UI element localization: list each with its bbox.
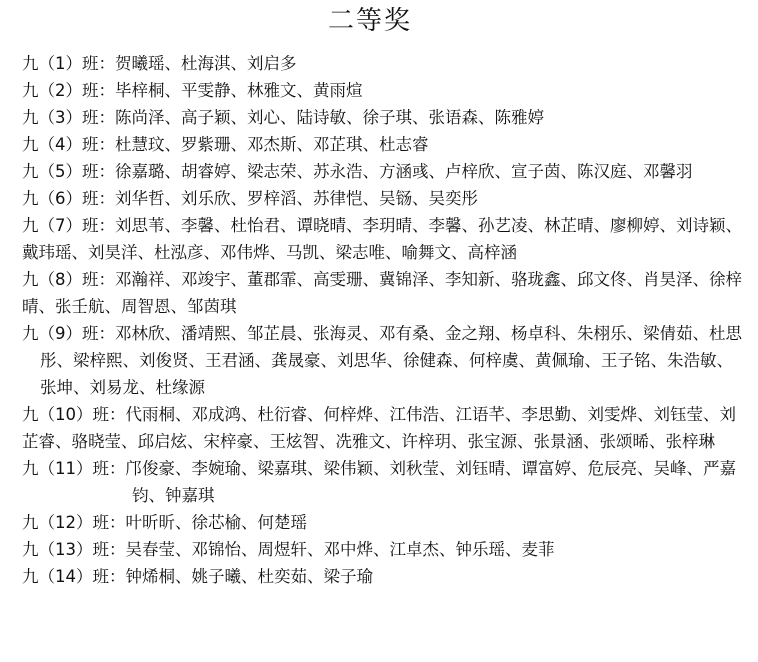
student-names: 毕梓桐、平雯静、林雅文、黄雨煊 xyxy=(115,81,363,100)
class-label: 九（11）班： xyxy=(22,459,126,478)
class-entry-9 xyxy=(22,320,746,401)
class-label: 九（9）班： xyxy=(22,324,115,343)
class-entry-10 xyxy=(22,401,746,455)
class-entry-14 xyxy=(22,563,746,590)
class-label: 九（10）班： xyxy=(22,405,126,424)
student-names: 杜慧玟、罗紫珊、邓杰斯、邓芷琪、杜志睿 xyxy=(115,135,429,154)
student-names: 邓瀚祥、邓竣宇、董郡霏、高雯珊、冀锦泽、李知新、骆珑鑫、邱文佟、肖昊泽、徐梓晴、张壬航、周智恩、邹茵琪 xyxy=(22,270,742,316)
student-names: 吴春莹、邓锦怡、周煜轩、邓中烨、江卓杰、钟乐瑶、麦菲 xyxy=(125,540,555,559)
class-entry-13 xyxy=(22,536,746,563)
class-entry-6 xyxy=(22,185,746,212)
class-entry-3 xyxy=(22,104,746,131)
class-label: 九（7）班： xyxy=(22,216,115,235)
class-entry-7 xyxy=(22,212,746,266)
class-label: 九（3）班： xyxy=(22,108,115,127)
class-label: 九（14）班： xyxy=(22,567,126,586)
class-label: 九（13）班： xyxy=(22,540,126,559)
student-names: 叶昕昕、徐芯榆、何楚瑶 xyxy=(125,513,307,532)
class-label: 九（8）班： xyxy=(22,270,115,289)
class-entry-1 xyxy=(22,50,746,77)
student-names: 陈尚泽、高子颖、刘心、陆诗敏、徐子琪、张语森、陈雅婷 xyxy=(115,108,544,127)
class-entry-2 xyxy=(22,77,746,104)
class-label: 九（1）班： xyxy=(22,54,115,73)
class-label: 九（2）班： xyxy=(22,81,115,100)
student-names: 刘华哲、刘乐欣、罗梓滔、苏律恺、吴铴、吴奕彤 xyxy=(115,189,478,208)
student-names: 刘思苇、李馨、杜怡君、谭晓晴、李玥晴、李馨、孙艺凌、林芷晴、廖柳婷、刘诗颖、戴玮瑶、刘昊洋、杜泓彦、邓伟烨、马凯、梁志唯、喻舞文、高梓涵 xyxy=(22,216,742,262)
class-entry-11 xyxy=(22,455,746,509)
class-entry-4 xyxy=(22,131,746,158)
student-names: 钟烯桐、姚子曦、杜奕茹、梁子瑜 xyxy=(125,567,373,586)
page-title: 二等奖 xyxy=(327,6,412,36)
student-names: 徐嘉璐、胡睿婷、梁志荣、苏永浩、方涵彧、卢梓欣、宣子茵、陈汉庭、邓馨羽 xyxy=(115,162,693,181)
student-names: 邓林欣、潘靖熙、邹芷晨、张海灵、邓有桑、金之翔、杨卓科、朱栩乐、梁倩茹、杜思彤、梁梓熙、刘俊贤、王君涵、龚晟豪、刘思华、徐健森、何梓虞、黄佩瑜、王子铭、朱浩敏、张坤、刘易龙、杜缘源 xyxy=(40,324,742,397)
class-label: 九（6）班： xyxy=(22,189,115,208)
class-label: 九（12）班： xyxy=(22,513,126,532)
class-entry-8 xyxy=(22,266,746,320)
student-names: 代雨桐、邓成鸿、杜衍睿、何梓烨、江伟浩、江语芊、李思勤、刘雯烨、刘钰莹、刘芷睿、骆晓莹、邱启炫、宋梓豪、王炫智、冼雅文、许梓玥、张宝源、张景涵、张颂晞、张梓琳 xyxy=(22,405,736,451)
student-names: 邝俊豪、李婉瑜、梁嘉琪、梁伟颖、刘秋莹、刘钰晴、谭富婷、危辰亮、吴峰、严嘉钧、钟嘉琪 xyxy=(125,459,736,505)
class-label: 九（5）班： xyxy=(22,162,115,181)
award-list xyxy=(22,50,746,590)
class-label: 九（4）班： xyxy=(22,135,115,154)
student-names: 贺曦瑶、杜海淇、刘启多 xyxy=(115,54,297,73)
class-entry-5 xyxy=(22,158,746,185)
class-entry-12 xyxy=(22,509,746,536)
